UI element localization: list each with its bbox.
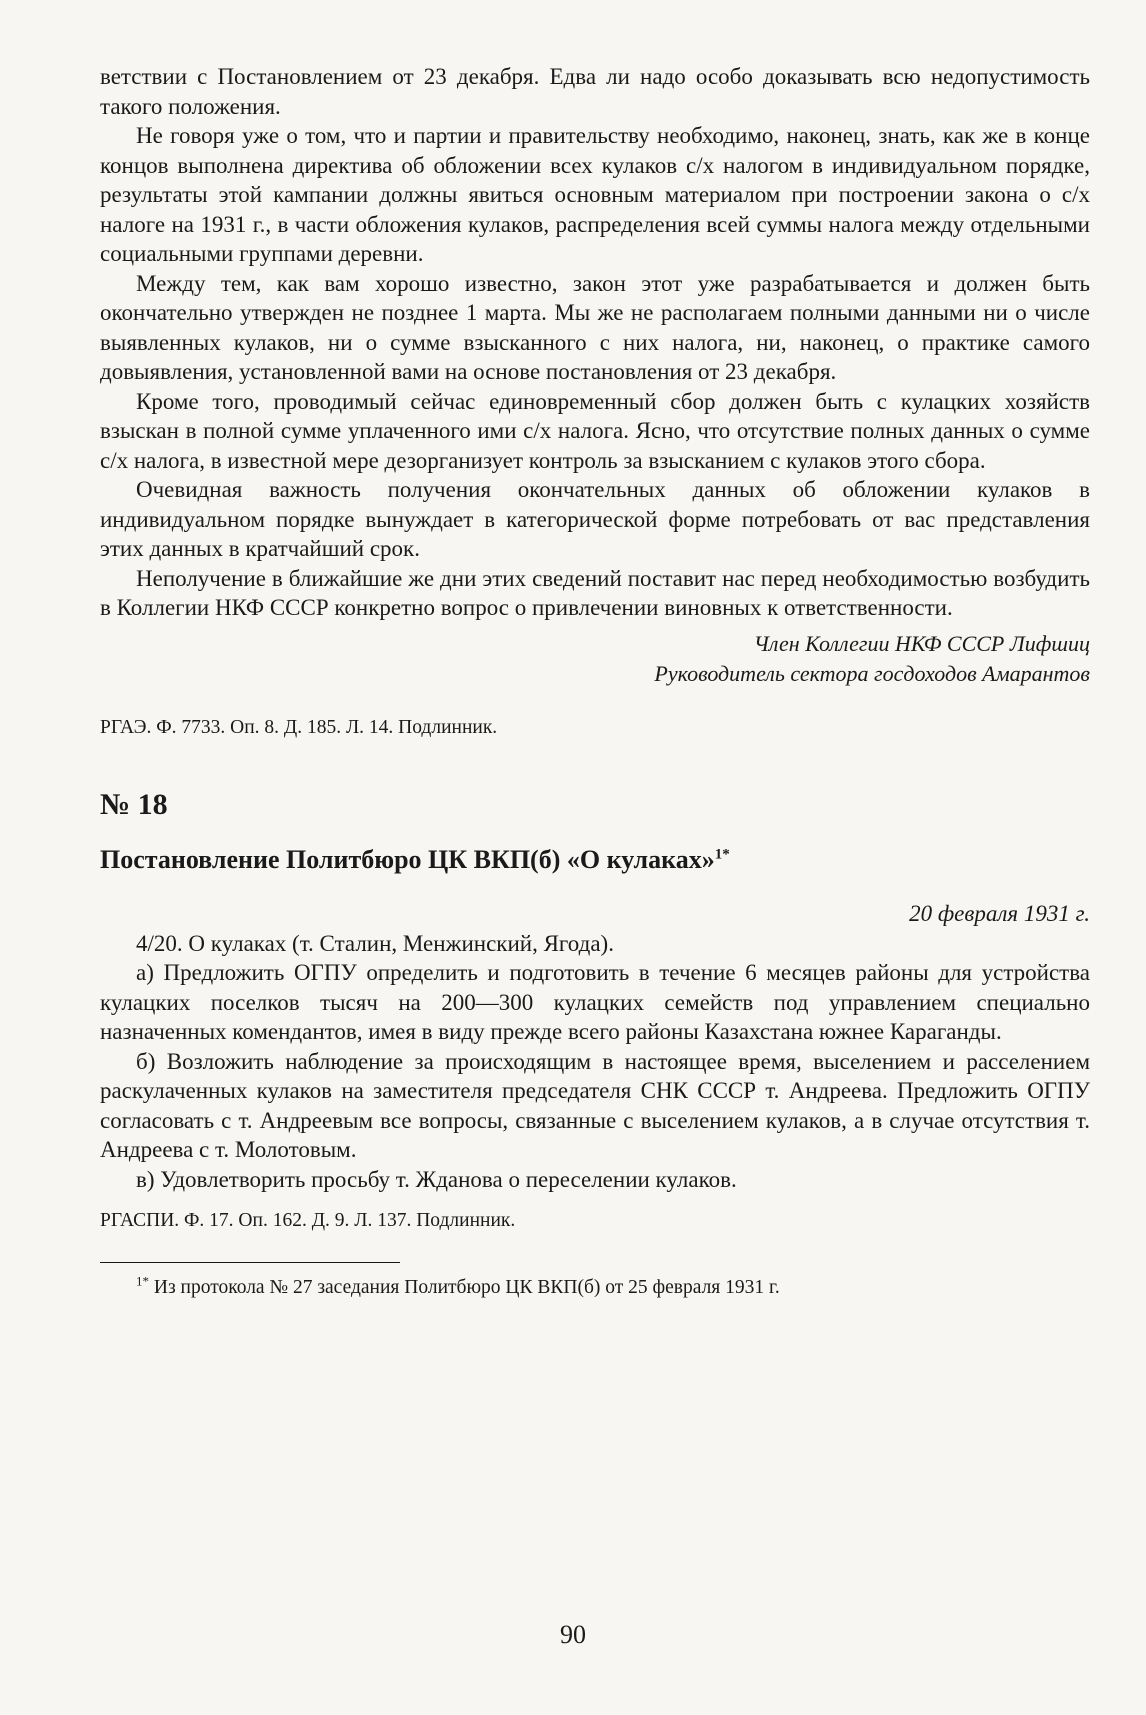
letter-paragraph-5: Очевидная важность получения окончательных данных об обложении кулаков в индивидуальном порядке вынуждает в категорической форме потребовать от вас представления этих данных в кратчайший срок.: [100, 477, 1090, 561]
footnote-divider: [100, 1262, 400, 1263]
footnote-text: Из протокола № 27 заседания Политбюро ЦК ВКП(б) от 25 февраля 1931 г.: [149, 1277, 780, 1298]
footnote-mark: 1*: [136, 1273, 149, 1289]
signature-lifshits: Член Коллегии НКФ СССР Лифшиц: [753, 630, 1090, 656]
document-title-footnote-mark: 1*: [714, 845, 730, 862]
document-paragraph-4: в) Удовлетворить просьбу т. Жданова о переселении кулаков.: [136, 1166, 737, 1192]
letter-source-citation: РГАЭ. Ф. 7733. Оп. 8. Д. 185. Л. 14. Подлинник.: [100, 716, 498, 738]
footnote: [100, 1275, 1090, 1301]
document-number: № 18: [100, 787, 168, 821]
letter-paragraph-3: Между тем, как вам хорошо известно, закон этот уже разрабатывается и должен быть окончательно утвержден не позднее 1 марта. Мы же не располагаем полными данными ни о числе выявленных кулаков, ни о сумме взысканного с них налога, ни, наконец, о практике самого довыявления, установленной вами на основе постановления от 23 декабря.: [100, 270, 1090, 384]
page-body: [100, 62, 1090, 1301]
letter-paragraph-2: Не говоря уже о том, что и партии и правительству необходимо, наконец, знать, как же в конце концов выполнена директива об обложении всех кулаков с/х налогом в индивидуальном порядке, результаты этой кампании должны явиться основным материалом при построении закона о с/х налоге на 1931 г., в части обложения кулаков, распределения всей суммы налога между отдельными социальными группами деревни.: [100, 123, 1090, 266]
document-date: 20 февраля 1931 г.: [909, 900, 1090, 926]
page-number: 90: [560, 1620, 586, 1649]
letter-paragraph-4: Кроме того, проводимый сейчас единовременный сбор должен быть с кулацких хозяйств взыскан в полной сумме уплаченного ими с/х налога. Ясно, что отсутствие полных данных о сумме с/х налога, в известной мере дезорганизует контроль за взысканием с кулаков этого сбора.: [100, 388, 1090, 473]
document-source-citation: РГАСПИ. Ф. 17. Оп. 162. Д. 9. Л. 137. Подлинник.: [100, 1210, 516, 1231]
letter-paragraph-6: Неполучение в ближайшие же дни этих сведений поставит нас перед необходимостью возбудить в Коллегии НКФ СССР конкретно вопрос о привлечении виновных к ответственности.: [100, 565, 1090, 620]
signature-amarantov: Руководитель сектора госдоходов Амарантов: [654, 660, 1090, 686]
document-paragraph-2: а) Предложить ОГПУ определить и подготовить в течение 6 месяцев районы для устройства кулацких поселков тысяч на 200—300 кулацких семейств под управлением специально назначенных комендантов, имея в виду прежде всего районы Казахстана южнее Караганды.: [100, 960, 1090, 1044]
document-paragraph-1: 4/20. О кулаках (т. Сталин, Менжинский, Ягода).: [136, 930, 614, 956]
document-title: [100, 843, 1090, 877]
document-title-text: Постановление Политбюро ЦК ВКП(б) «О кулаках»: [100, 844, 715, 874]
document-paragraph-3: б) Возложить наблюдение за происходящим в настоящее время, выселением и расселением раскулаченных кулаков на заместителя председателя СНК СССР т. Андреева. Предложить ОГПУ согласовать с т. Андреевым все вопросы, связанные с выселением кулаков, а в случае отсутствия т. Андреева с т. Молотовым.: [100, 1048, 1090, 1162]
letter-paragraph-1: ветствии с Постановлением от 23 декабря. Едва ли надо особо доказывать всю недопустимость такого положения.: [100, 64, 1090, 119]
